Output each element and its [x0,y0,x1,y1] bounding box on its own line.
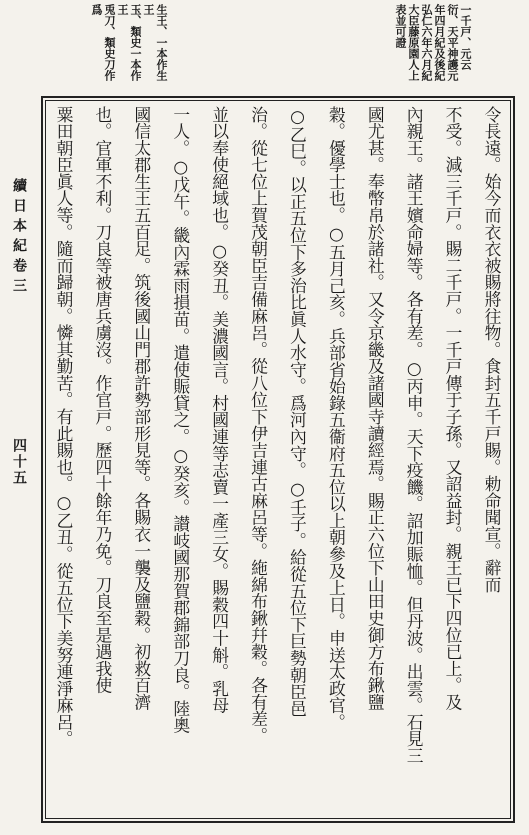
text-column: 國信太郡生王五百足。筑後國山門郡許勢部形見等。各賜衣一襲及鹽穀。初救百濟 [131,106,152,711]
headnote-right [394,4,471,86]
text-column: 一人。○戊午。畿內霖雨損苗。遣使賑貸之。○癸亥。讃岐國那賀郡錦部刀良。陸奧 [170,106,191,734]
text-column: ○乙巳。以正五位下多治比眞人水守。爲河內守。○壬子。給從五位下巨勢朝臣邑 [287,106,308,717]
headnote-line: 爲 [90,4,103,15]
text-column: 也。官軍不利。刀良等被唐兵虜沒。作官戸。歷四十餘年乃免。刀良至是遇我使 [92,106,113,694]
headnote-line: 年四月紀及後紀 [433,4,446,81]
headnote-line: 表並可證 [394,4,407,48]
running-title: 續日本紀卷三 [11,178,27,298]
text-column: 內親王。諸王嬪命婦等。各有差。○丙申。天下疫饑。詔加賑恤。但丹波。出雲。石見三 [404,106,425,765]
text-column: 粟田朝臣眞人等。隨而歸朝。憐其勤苦。有此賜也。○乙丑。從五位下美努連淨麻呂。 [54,106,74,748]
headnote-line: 衍、天平神護元 [446,4,459,81]
headnote-center [90,4,167,90]
page-number: 四十五 [11,438,27,486]
text-column: 治。從七位上賀茂朝臣吉備麻呂。從八位下伊吉連古麻呂等。絁綿布鍬幷穀。各有差。 [248,106,269,745]
text-column: 穀。優學士也。○五月己亥。兵部省始錄五衞府五位以上朝參及上日。申送太政官。 [326,106,347,731]
headnote-line: 兎刀、類史刀作 [103,4,116,81]
text-column: 國尤甚。奉幣帛於諸社。又令京畿及諸國寺讀經焉。賜正六位下山田史御方布鍬鹽 [365,106,386,711]
text-column: 並以奉使絕域也。○癸丑。美濃國言。村國連等志賣一產三女。賜穀四十斛。乳母 [209,106,230,714]
text-column: 令長遠。始今而衣衣被賜將往物。食封五千戸賜。勅命聞宣。辭而 [481,106,502,593]
headnote-line: 弘仁六年六月紀 [420,4,433,81]
headnote-line: 一千戸、元云 [459,4,472,70]
headnote-line: 大臣藤原園人上 [407,4,420,81]
headnote-line: 玉、類史一本作 [129,4,142,81]
text-column: 不受。減三千戸。賜二千戸。一千戸傳于子孫。又詔益封。親王已下四位已上。及 [443,106,464,711]
text-columns [51,106,503,813]
main-text-frame [41,96,515,823]
headnote-line: 王 [142,4,155,15]
headnote-line: 王 [116,4,129,15]
headnote-line: 生王、一本作生 [155,4,168,81]
